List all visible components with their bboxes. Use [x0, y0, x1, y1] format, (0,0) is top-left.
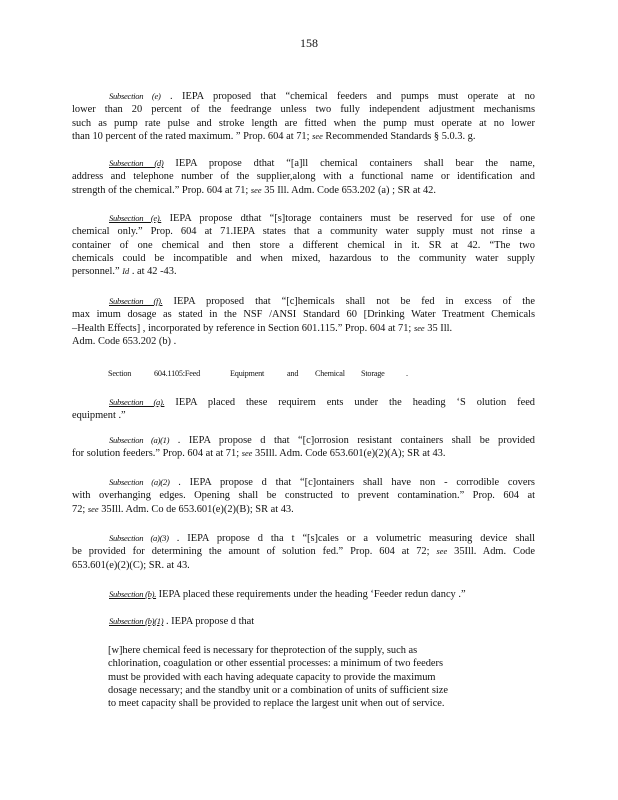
text-line: for solution feeders.” Prop. 604 at at 71; — [72, 448, 240, 460]
text-line: address and telephone number of the supplier,along with a functional name or identification and — [72, 171, 535, 183]
subsection-label: Subsection (f). — [109, 296, 163, 306]
citation-signal: see — [87, 504, 99, 514]
quote-line: chlorination, coagulation or other essential processes: a minimum of two feeders — [108, 658, 444, 670]
section-heading-word: Storage — [361, 369, 385, 378]
subsection-label: Subsection (a)(1) — [109, 435, 170, 445]
section-heading-word: Chemical — [315, 369, 345, 378]
paragraph-subsection-e-feeders — [72, 90, 535, 143]
section-heading — [108, 369, 408, 378]
text-line: with overhanging edges. Opening shall be constructed to prevent contamination.” Prop. 604 at — [72, 490, 535, 502]
paragraph-subsection-a-solution — [72, 396, 535, 423]
text-line: personnel.” — [72, 266, 120, 278]
quote-line: must be provided with each having adequate capacity to provide the maximum — [108, 671, 436, 683]
paragraph-subsection-f-dosage — [72, 295, 535, 348]
text-line: 35Ill. Adm. Code — [454, 546, 535, 558]
quote-line: [w]here chemical feed is necessary for theprotection of the supply, such as — [108, 645, 418, 656]
section-heading-word: . — [406, 369, 408, 378]
paragraph-subsection-b — [72, 588, 535, 601]
section-heading-word: Equipment — [230, 369, 265, 378]
text-line: container of one chemical and then store a different chemical in it. SR at 42. “The two — [72, 239, 535, 251]
text-line: . IEPA propose d that “[c]ontainers shall have non - corrodible covers — [178, 477, 535, 488]
text-line: IEPA placed these requirem ents under the heading ‘S olution feed — [175, 397, 536, 408]
subsection-label: Subsection (b)(1) — [109, 616, 164, 626]
text-line: 35 Ill. Adm. Code 653.202 (a) ; SR at 42. — [264, 184, 436, 196]
text-line: . IEPA propose d that — [165, 616, 255, 627]
text-line: equipment .” — [72, 410, 126, 422]
text-line: such as pump rate pulse and stroke length are fitted when the pump must operate at no lower — [72, 117, 535, 129]
text-line: . IEPA proposed that “chemical feeders and pumps must operate at no — [169, 91, 535, 102]
quote-line: to meet capacity shall be provided to replace the largest unit when out of service. — [108, 698, 445, 710]
subsection-label: Subsection (e). — [109, 213, 162, 223]
text-line: IEPA propose dthat “[s]torage containers must be reserved for use of one — [169, 213, 535, 224]
text-line: IEPA proposed that “[c]hemicals shall not be fed in excess of the — [173, 296, 535, 307]
text-line: IEPA propose dthat “[a]ll chemical containers shall bear the name, — [175, 158, 535, 169]
text-line: . IEPA propose d tha t “[s]cales or a volumetric measuring device shall — [176, 533, 535, 544]
citation-signal: see — [250, 185, 262, 195]
text-line: max imum dosage as stated in the NSF /ANSI Standard 60 [Drinking Water Treatment Chemicals — [72, 309, 535, 321]
paragraph-subsection-e-storage — [72, 212, 535, 278]
citation-signal: see — [241, 449, 253, 459]
citation-signal: see — [413, 323, 425, 333]
text-line: 35 Ill. — [427, 322, 453, 334]
text-line: . IEPA propose d that “[c]orrosion resistant containers shall be provided — [177, 435, 535, 446]
text-line: Adm. Code 653.202 (b) . — [72, 335, 177, 347]
text-line: . at 42 -43. — [131, 266, 177, 278]
section-heading-word: 604.1105:Feed — [154, 369, 200, 378]
text-line: than 10 percent of the rated maximum. ” Prop. 604 at 71; — [72, 130, 310, 142]
paragraph-subsection-a3 — [72, 532, 535, 572]
text-line: –Health Effects] , incorporated by reference in Section 601.115.” Prop. 604 at 71; — [72, 322, 412, 334]
text-line: lower than 20 percent of the feedrange unless two fully independent adjustment mechanisms — [72, 104, 535, 116]
paragraph-subsection-b1 — [72, 615, 535, 628]
text-line: 35Ill. Adm. Co de 653.601(e)(2)(B); SR at 43. — [101, 503, 294, 515]
text-line: IEPA placed these requirements under the heading ‘Feeder redun dancy .” — [158, 589, 466, 600]
text-line: 653.601(e)(2)(C); SR. at 43. — [72, 559, 190, 571]
section-heading-word: and — [287, 369, 299, 378]
subsection-label: Subsection (a)(2) — [109, 477, 170, 487]
text-line: be provided for determining the amount of solution fed.” Prop. 604 at 72; — [72, 546, 430, 558]
text-line: strength of the chemical.” Prop. 604 at 71; — [72, 184, 249, 196]
text-line: 72; — [72, 503, 86, 515]
block-quote — [108, 644, 500, 710]
text-line: Recommended Standards § 5.0.3. g. — [325, 130, 476, 142]
subsection-label: Subsection (a). — [109, 397, 165, 407]
quote-line: dosage necessary; and the standby unit or a combination of units of sufficient size — [108, 684, 449, 696]
citation-signal: Id — [122, 267, 130, 277]
subsection-label: Subsection (d) — [109, 158, 164, 168]
paragraph-subsection-a1 — [72, 434, 535, 461]
citation-signal: see — [312, 131, 323, 141]
subsection-label: Subsection (e) — [109, 91, 161, 101]
text-line: chemicals could be incompatible and when mixed, hazardous to the community water supply — [72, 252, 535, 264]
subsection-label: Subsection (b). — [109, 589, 157, 599]
text-line: 35Ill. Adm. Code 653.601(e)(2)(A); SR at 43. — [255, 448, 446, 460]
paragraph-subsection-a2 — [72, 476, 535, 516]
subsection-label: Subsection (a)(3) — [109, 533, 169, 543]
paragraph-subsection-d-containers — [72, 157, 535, 197]
section-heading-word: Section — [108, 369, 132, 378]
page-number: 158 — [300, 36, 318, 50]
text-line: chemical only.” Prop. 604 at 71.IEPA states that a community water supply must not rinse a — [72, 226, 535, 238]
citation-signal: see — [436, 547, 448, 557]
